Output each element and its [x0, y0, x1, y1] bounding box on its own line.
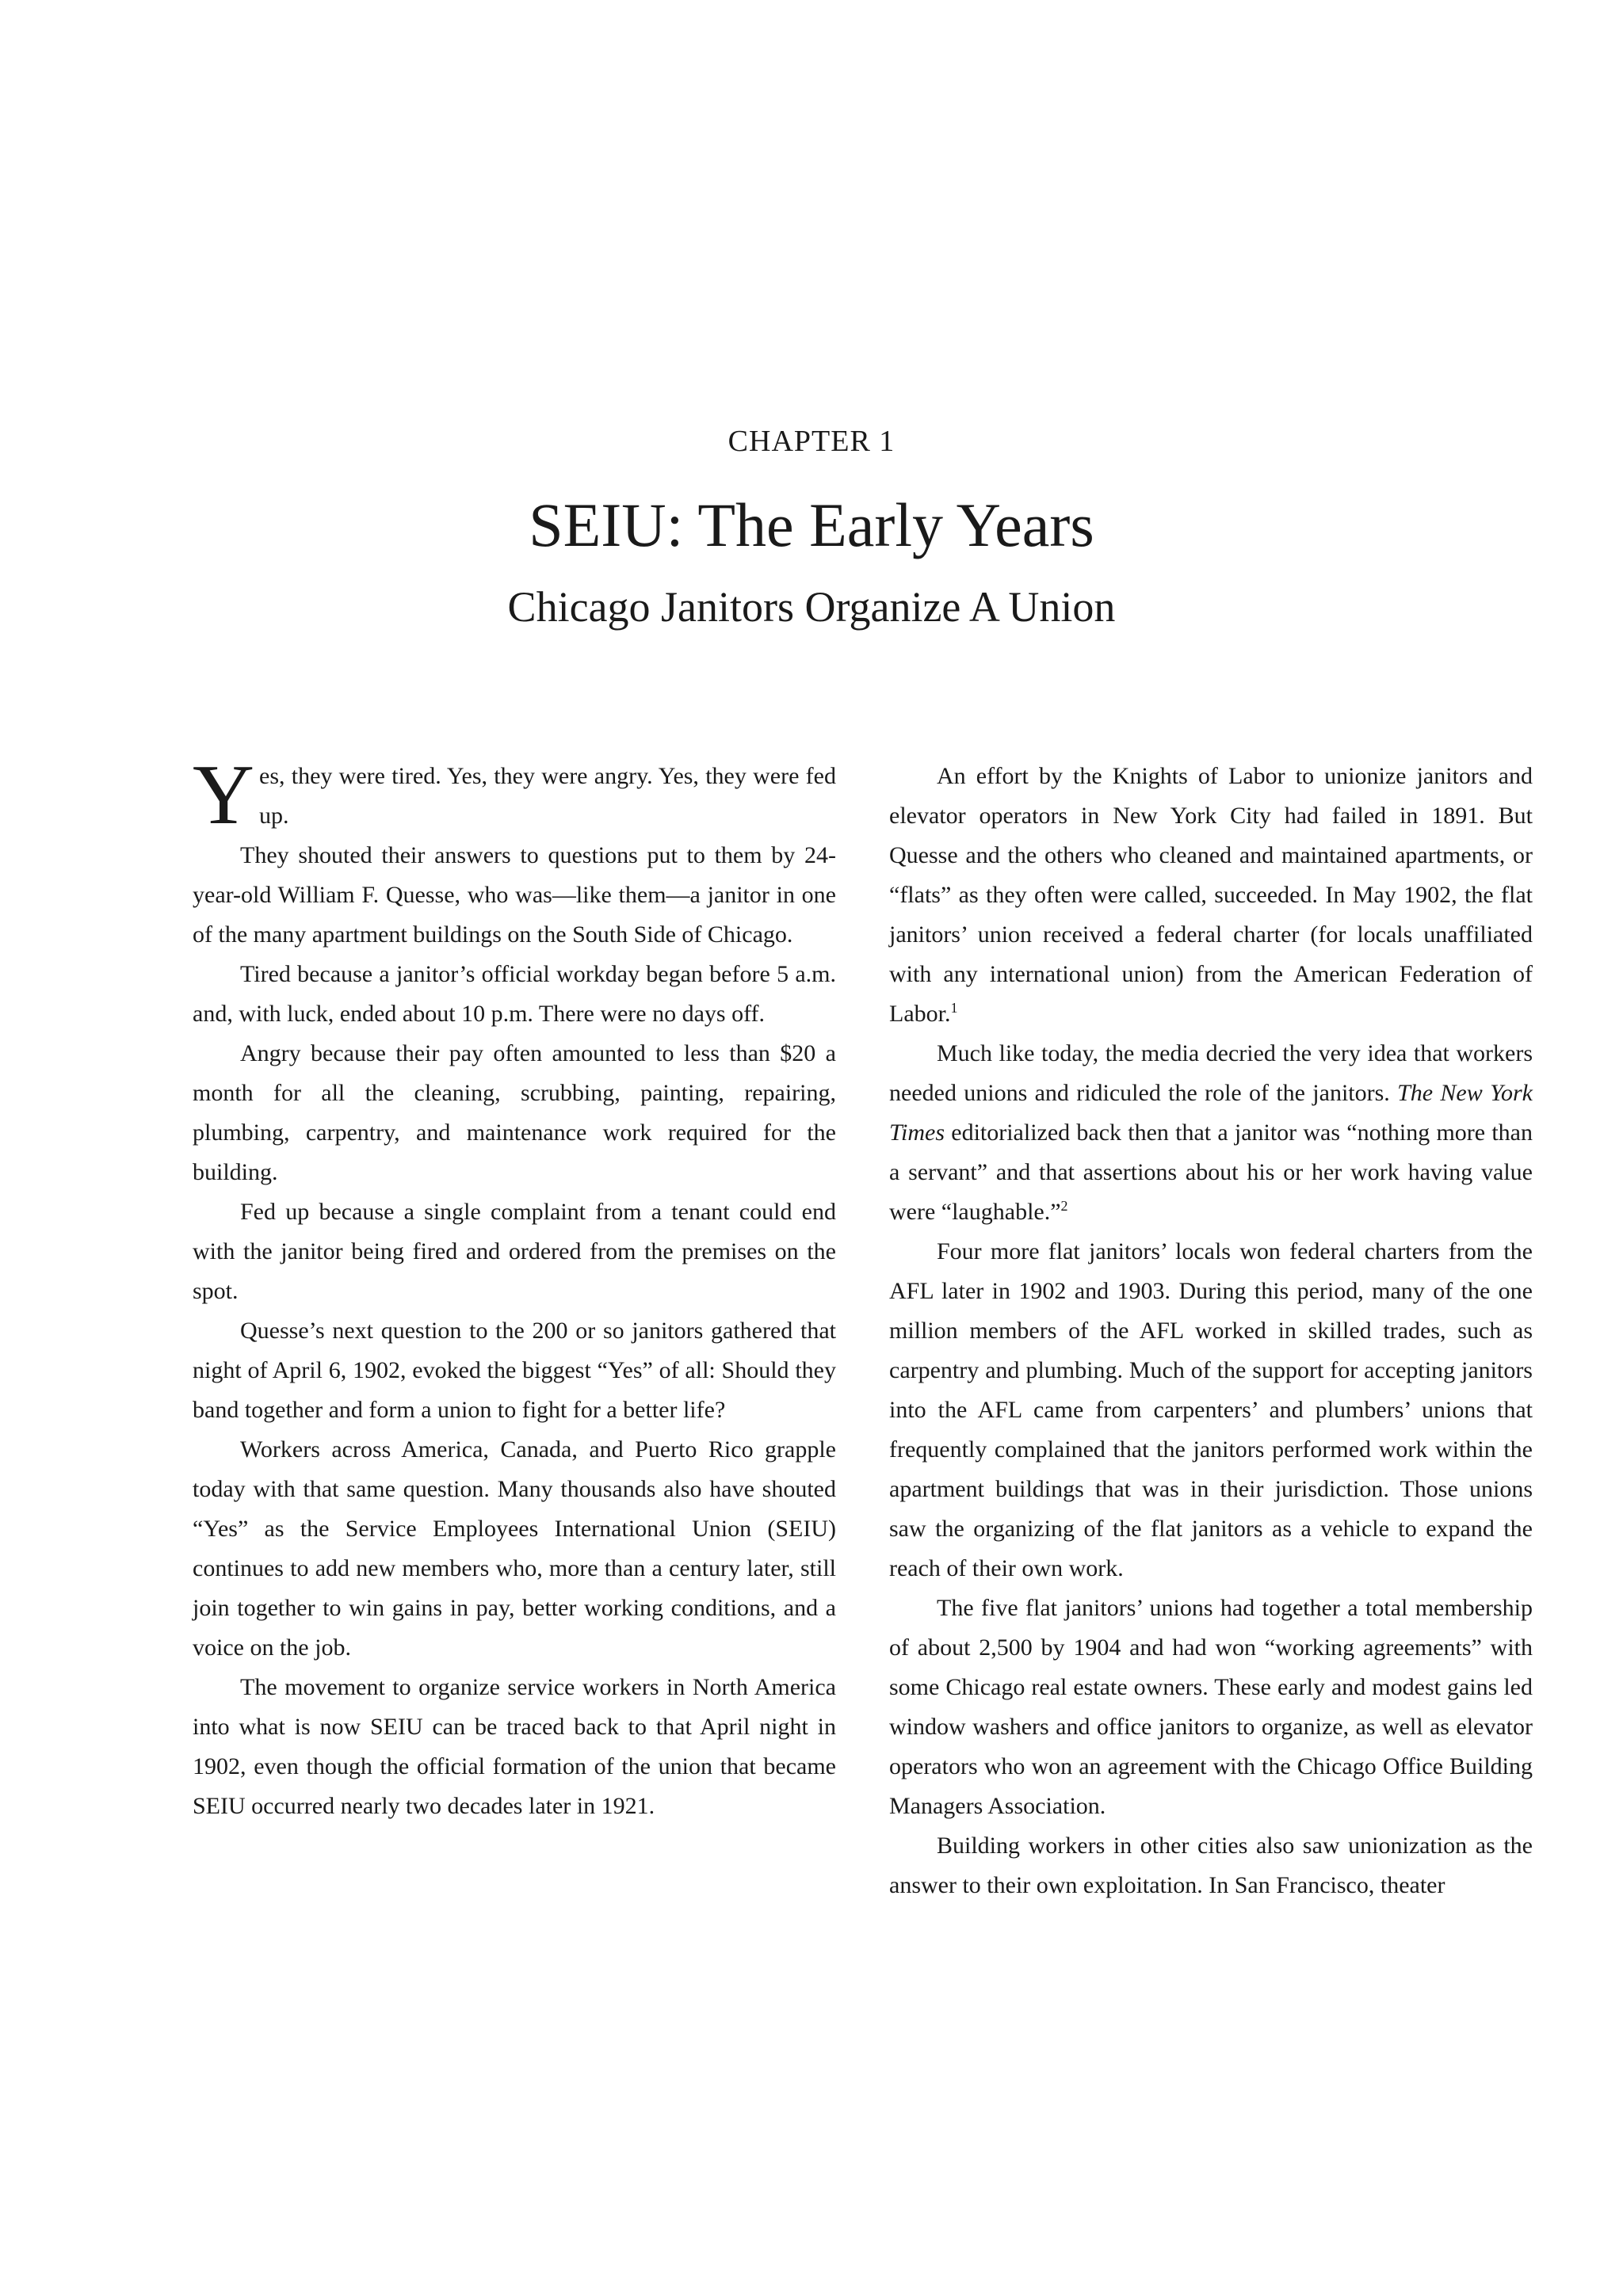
- paragraph: Building workers in other cities also saw unionization as the answer to their own exploitation. In San Francisco, theater: [889, 1833, 1533, 1898]
- paragraph-text: editorialized back then that a janitor was “nothing more than a servant” and that assertions about his or her work having value were “laughable.”: [889, 1119, 1533, 1225]
- drop-cap: Y: [193, 748, 254, 842]
- footnote-reference[interactable]: 1: [950, 1000, 958, 1016]
- chapter-subtitle: Chicago Janitors Organize A Union: [507, 583, 1116, 631]
- paragraph: They shouted their answers to questions put to them by 24-year-old William F. Quesse, who was—like them—a janitor in one of the many apartment buildings on the South Side of Chicago.: [193, 842, 836, 948]
- publication-title: The New York Times: [889, 1080, 1533, 1146]
- right-column: [889, 757, 1533, 1905]
- chapter-title: SEIU: The Early Years: [529, 490, 1094, 559]
- paragraph: Fed up because a single complaint from a tenant could end with the janitor being fired and ordered from the premises on the spot.: [193, 1199, 836, 1304]
- paragraph: [889, 1034, 1533, 1232]
- chapter-label: CHAPTER 1: [727, 425, 896, 458]
- paragraph: Workers across America, Canada, and Puerto Rico grapple today with that same question. Many thousands also have shouted “Yes” as the Service Employees International Union (SEIU) continues to add new members who, more than a century later, still join together to win gains in pay, better working conditions, and a voice on the job.: [193, 1436, 836, 1661]
- paragraph: Four more flat janitors’ locals won federal charters from the AFL later in 1902 and 1903. During this period, many of the one million members of the AFL worked in skilled trades, such as carpentry and plumbing. Much of the support for accepting janitors into the AFL came from carpenters’ and plumbers’ unions that frequently complained that the janitors performed work within the apartment buildings that was in their jurisdiction. Those unions saw the organizing of the flat janitors as a vehicle to expand the reach of their own work.: [889, 1238, 1533, 1581]
- paragraph: The five flat janitors’ unions had together a total membership of about 2,500 by 1904 and had won “working agreements” with some Chicago real estate owners. These early and modest gains led window washers and office janitors to organize, as well as elevator operators who won an agreement with the Chicago Office Building Managers Association.: [889, 1595, 1533, 1819]
- paragraph: The movement to organize service workers in North America into what is now SEIU can be traced back to that April night in 1902, even though the official formation of the union that became SEIU occurred nearly two decades later in 1921.: [193, 1674, 836, 1819]
- paragraph: Angry because their pay often amounted to less than $20 a month for all the cleaning, scrubbing, painting, repairing, plumbing, carpentry, and maintenance work required for the building.: [193, 1040, 836, 1185]
- paragraph-text: Much like today, the media decried the very idea that workers needed unions and ridiculed the role of the janitors.: [889, 1040, 1533, 1106]
- paragraph-text: An effort by the Knights of Labor to unionize janitors and elevator operators in New York City had failed in 1891. But Quesse and the others who cleaned and maintained apartments, or “flats” as they often were called, succeeded. In May 1902, the flat janitors’ union received a federal charter (for locals unaffiliated with any international union) from the American Federation of Labor.: [889, 763, 1533, 1027]
- footnote-reference[interactable]: 2: [1060, 1198, 1068, 1214]
- paragraph: Quesse’s next question to the 200 or so janitors gathered that night of April 6, 1902, evoked the biggest “Yes” of all: Should they band together and form a union to fight for a better life?: [193, 1318, 836, 1423]
- paragraph-text: es, they were tired. Yes, they were angry. Yes, they were fed up.: [259, 763, 836, 829]
- left-column: [193, 748, 836, 1826]
- paragraph: [193, 748, 836, 842]
- paragraph: Tired because a janitor’s official workday began before 5 a.m. and, with luck, ended about 10 p.m. There were no days off.: [193, 961, 836, 1027]
- paragraph: [889, 757, 1533, 1034]
